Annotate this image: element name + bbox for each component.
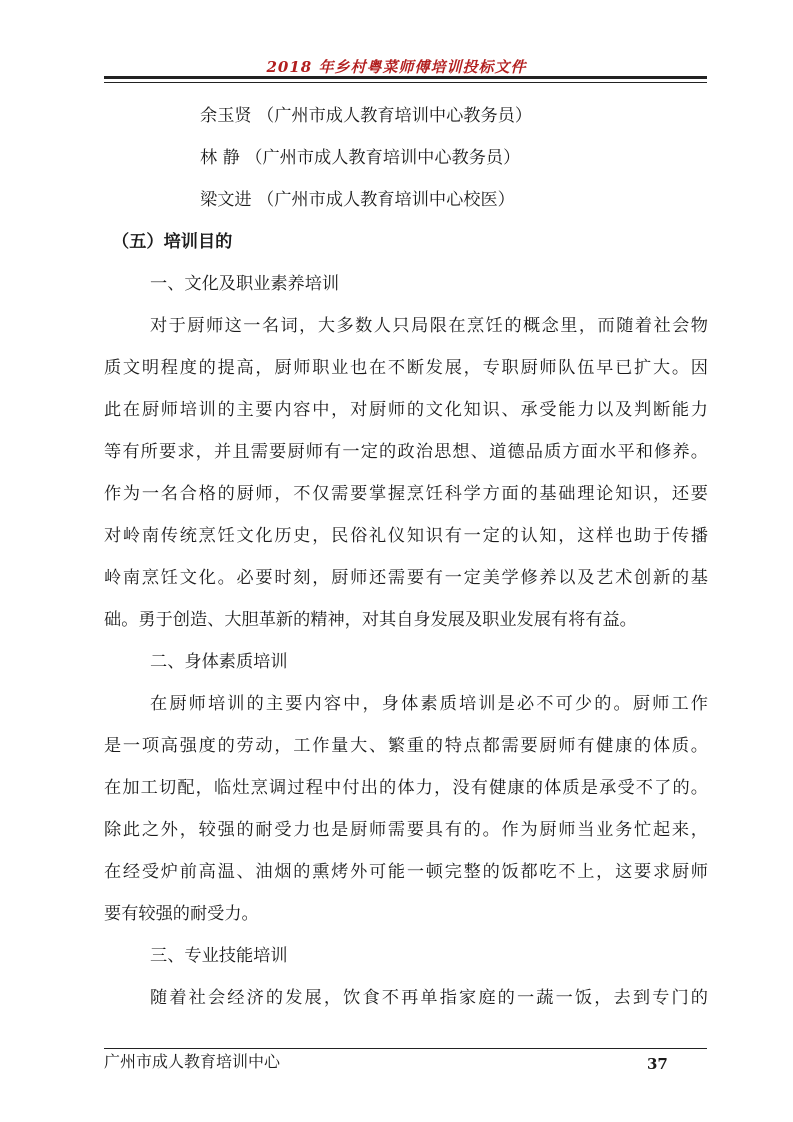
paragraph-line: 对于厨师这一名词，大多数人只局限在烹饪的概念里，而随着社会物	[150, 316, 708, 336]
staff-line: 余玉贤 （广州市成人教育培训中心教务员）	[200, 106, 533, 126]
paragraph-line: 此在厨师培训的主要内容中，对厨师的文化知识、承受能力以及判断能力	[104, 400, 708, 420]
paragraph-line: 作为一名合格的厨师，不仅需要掌握烹饪科学方面的基础理论知识，还要	[104, 484, 708, 504]
paragraph-line: 础。勇于创造、大胆革新的精神，对其自身发展及职业发展有将有益。	[104, 610, 637, 630]
paragraph-line: 岭南烹饪文化。必要时刻，厨师还需要有一定美学修养以及艺术创新的基	[104, 568, 708, 588]
subsection-title: 一、文化及职业素养培训	[150, 274, 340, 294]
section-heading: （五）培训目的	[112, 232, 233, 252]
paragraph-line: 对岭南传统烹饪文化历史，民俗礼仪知识有一定的认知，这样也助于传播	[104, 526, 708, 546]
page-number: 37	[647, 1055, 668, 1073]
footer-organization: 广州市成人教育培训中心	[104, 1052, 281, 1071]
footer-rule	[104, 1048, 707, 1049]
subsection-title: 二、身体素质培训	[150, 652, 288, 672]
subsection-title: 三、专业技能培训	[150, 946, 288, 966]
paragraph-line: 在厨师培训的主要内容中，身体素质培训是必不可少的。厨师工作	[150, 694, 708, 714]
paragraph-line: 在加工切配，临灶烹调过程中付出的体力，没有健康的体质是承受不了的。	[104, 778, 708, 798]
header-rule-thin	[104, 82, 707, 83]
paragraph-line: 要有较强的耐受力。	[104, 904, 259, 924]
document-header-title: 2018 年乡村粤菜师傅培训投标文件	[266, 58, 527, 76]
header-rule-thick	[104, 76, 707, 79]
staff-line: 林 静 （广州市成人教育培训中心教务员）	[200, 148, 521, 168]
paragraph-line: 除此之外，较强的耐受力也是厨师需要具有的。作为厨师当业务忙起来，	[104, 820, 708, 840]
staff-line: 梁文进 （广州市成人教育培训中心校医）	[200, 190, 515, 210]
paragraph-line: 随着社会经济的发展，饮食不再单指家庭的一蔬一饭，去到专门的	[150, 988, 708, 1008]
paragraph-line: 等有所要求，并且需要厨师有一定的政治思想、道德品质方面水平和修养。	[104, 442, 708, 462]
paragraph-line: 在经受炉前高温、油烟的熏烤外可能一顿完整的饭都吃不上，这要求厨师	[104, 862, 708, 882]
paragraph-line: 质文明程度的提高，厨师职业也在不断发展，专职厨师队伍早已扩大。因	[104, 358, 708, 378]
paragraph-line: 是一项高强度的劳动，工作量大、繁重的特点都需要厨师有健康的体质。	[104, 736, 708, 756]
